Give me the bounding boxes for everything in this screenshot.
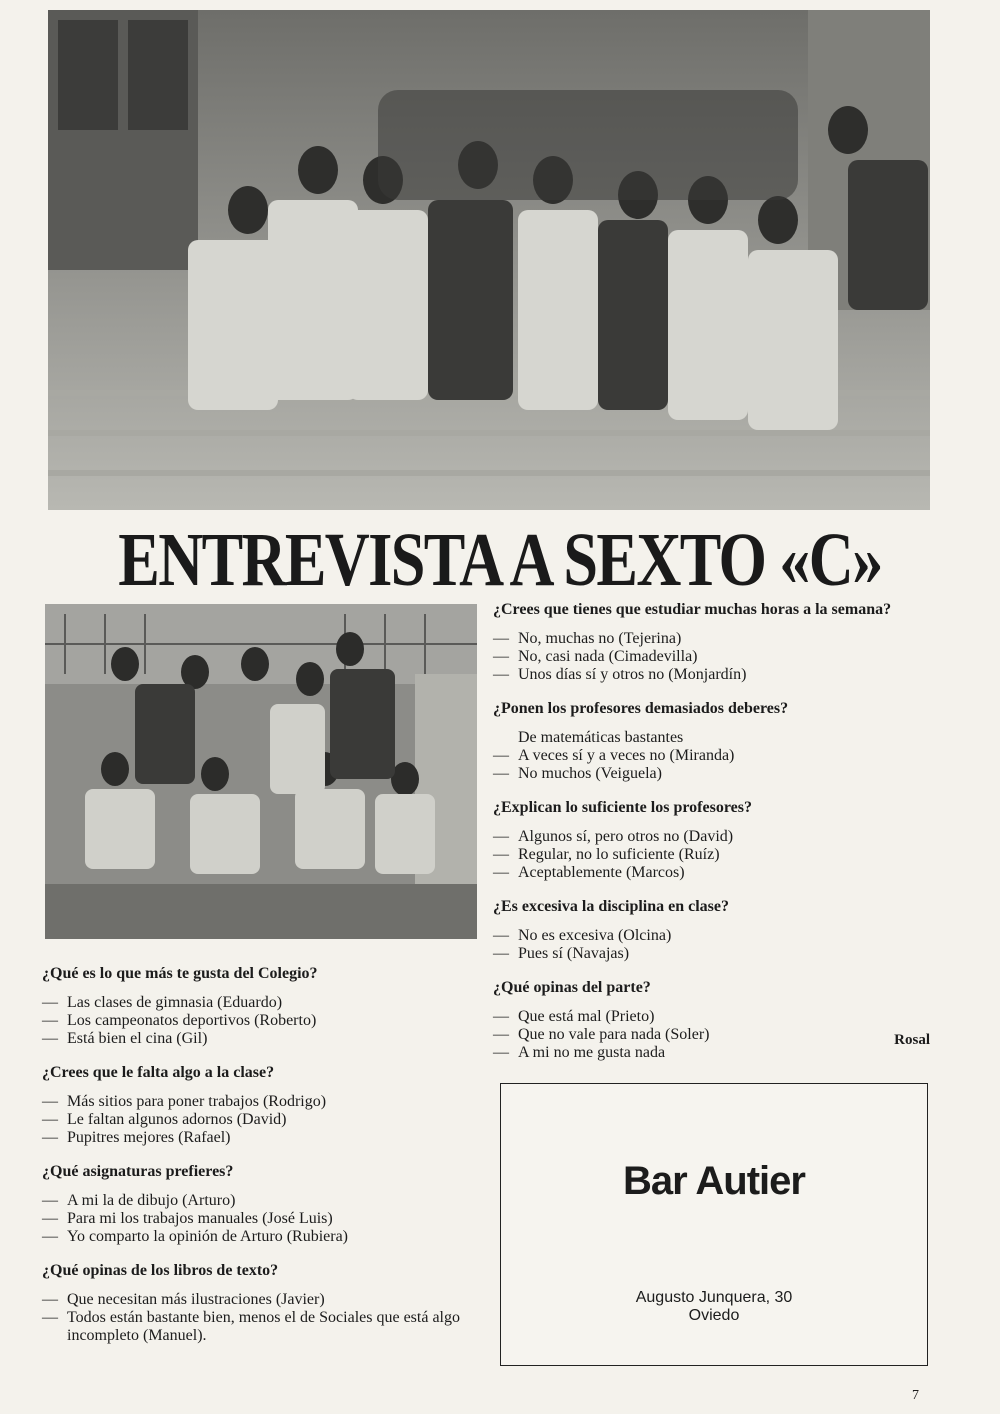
answer: — No es excesiva (Olcina) [493, 927, 933, 945]
ad-address-street: Augusto Junquera, 30 [635, 1289, 793, 1306]
answer-list [493, 828, 933, 882]
answer-list [493, 1008, 933, 1062]
answer: — Regular, no lo suficiente (Ruíz) [493, 846, 933, 864]
question: ¿Qué opinas de los libros de texto? [42, 1262, 279, 1279]
answer: — Aceptablemente (Marcos) [493, 864, 933, 882]
class-group-photo [48, 10, 930, 510]
question: ¿Qué es lo que más te gusta del Colegio? [42, 965, 318, 982]
question: ¿Crees que tienes que estudiar muchas horas a la semana? [493, 601, 892, 618]
answer-list [493, 729, 933, 783]
answer-list [42, 1291, 482, 1345]
left-interview-column [42, 965, 482, 1361]
author-signature: Rosal [894, 1032, 930, 1048]
answer: — Todos están bastante bien, menos el de Sociales que está algo incompleto (Manuel). [42, 1309, 482, 1345]
answer: — Pupitres mejores (Rafael) [42, 1129, 482, 1147]
question: ¿Qué asignaturas prefieres? [42, 1163, 234, 1180]
answer: — Algunos sí, pero otros no (David) [493, 828, 933, 846]
answer: — Los campeonatos deportivos (Roberto) [42, 1012, 482, 1030]
answer: — Que no vale para nada (Soler) [493, 1026, 933, 1044]
ad-address [501, 1289, 927, 1325]
right-interview-column [493, 601, 933, 1078]
answer: — Pues sí (Navajas) [493, 945, 933, 963]
answer: De matemáticas bastantes [518, 729, 684, 746]
page-number: 7 [912, 1388, 919, 1403]
answer: — No muchos (Veiguela) [493, 765, 933, 783]
question: ¿Qué opinas del parte? [493, 979, 651, 996]
answer: — Las clases de gimnasia (Eduardo) [42, 994, 482, 1012]
bar-advertisement [500, 1083, 928, 1366]
answer-list [42, 994, 482, 1048]
question: ¿Ponen los profesores demasiados deberes? [493, 700, 789, 717]
answer: — A mi no me gusta nada [493, 1044, 933, 1062]
question: ¿Es excesiva la disciplina en clase? [493, 898, 729, 915]
answer: — Que está mal (Prieto) [493, 1008, 933, 1026]
question: ¿Crees que le falta algo a la clase? [42, 1064, 275, 1081]
answer: — A veces sí y a veces no (Miranda) [493, 747, 933, 765]
answer-list [42, 1192, 482, 1246]
answer: — No, muchas no (Tejerina) [493, 630, 933, 648]
answer: — Unos días sí y otros no (Monjardín) [493, 666, 933, 684]
answer: — Que necesitan más ilustraciones (Javier) [42, 1291, 482, 1309]
question: ¿Explican lo suficiente los profesores? [493, 799, 752, 816]
answer: — Está bien el cina (Gil) [42, 1030, 482, 1048]
answer-list [493, 927, 933, 963]
answer-list [42, 1093, 482, 1147]
ad-address-city: Oviedo [688, 1307, 740, 1324]
article-title: ENTREVISTA A SEXTO «C» [118, 518, 882, 602]
answer: — A mi la de dibujo (Arturo) [42, 1192, 482, 1210]
answer: — Más sitios para poner trabajos (Rodrigo) [42, 1093, 482, 1111]
answer: — Yo comparto la opinión de Arturo (Rubiera) [42, 1228, 482, 1246]
answer: — No, casi nada (Cimadevilla) [493, 648, 933, 666]
answer: — Para mi los trabajos manuales (José Luis) [42, 1210, 482, 1228]
answer-list [493, 630, 933, 684]
answer: — Le faltan algunos adornos (David) [42, 1111, 482, 1129]
ad-business-name: Bar Autier [623, 1159, 805, 1203]
small-group-photo [45, 604, 477, 939]
